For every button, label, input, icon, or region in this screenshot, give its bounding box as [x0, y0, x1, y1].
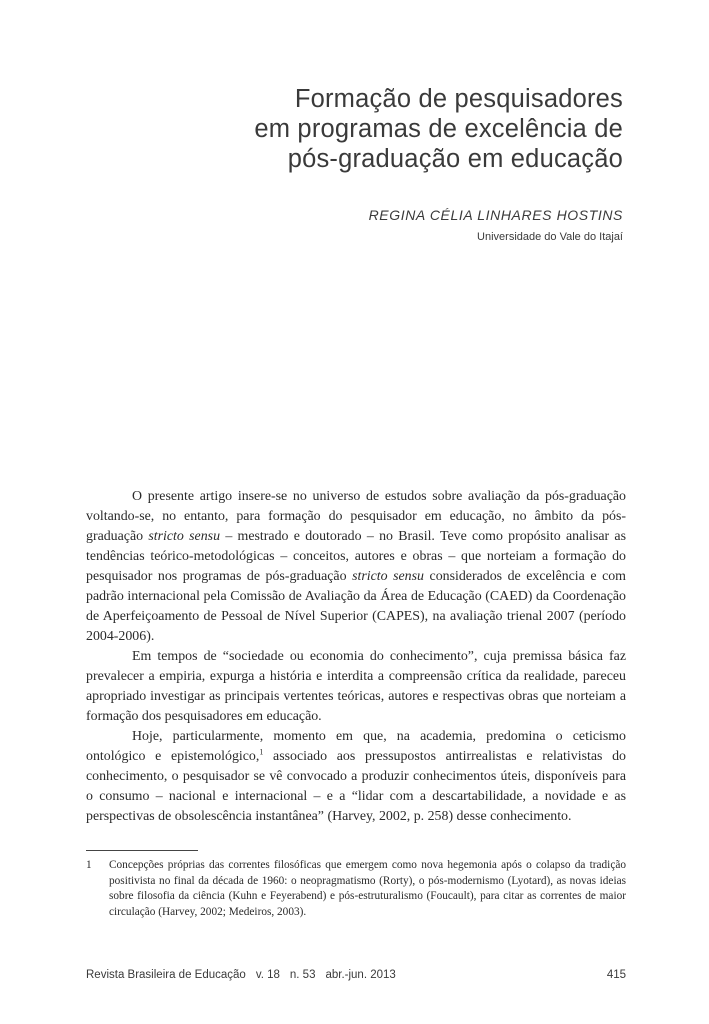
paragraph-2: Em tempos de “sociedade ou economia do conhecimento”, cuja premissa básica faz prevalecer a empiria, expurga a história e interdita a compreensão crítica da realidade, pareceu apropriado investigar as principais vertentes teóricas, autores e respectivas obras que norteiam a formação dos pesquisadores em educação.: [86, 649, 626, 724]
p3-text-a: Hoje, particularmente, momento em que, na academia, predomina o ceticismo ontológico e epistemológico,: [86, 729, 626, 764]
author-name: REGINA CÉLIA LINHARES HOSTINS: [368, 207, 623, 223]
paragraph-1: [86, 487, 626, 647]
journal-name: Revista Brasileira de Educação: [86, 969, 246, 981]
p3-text-b: associado aos pressupostos antirrealistas e relativistas do conhecimento, o pesquisador se vê convocado a produzir conhecimentos úteis, disponíveis para o consumo – nacional e internacional – e a “lidar com a descartabilidade, a novidade e as perspectivas de obsolescência instantânea” (Harvey, 2002, p. 258) desse conhecimento.: [86, 749, 626, 824]
p1-italic-term-1: stricto sensu: [148, 529, 221, 544]
article-title: [254, 84, 623, 174]
footnote: [86, 858, 626, 920]
p1-italic-term-2: stricto sensu: [352, 569, 424, 584]
p1-text-e: considerados de excelência e com padrão internacional pela Comissão de Avaliação da Área de Educação (CAED) da Coordenação de Aperfeiçoamento de Pessoal de Nível Superior (CAPES), na avaliação trienal 2007 (período 2004-2006).: [86, 569, 626, 644]
p1-text-c: – mestrado e doutorado – no Brasil. Teve como propósito analisar as tendências teórico-metodológicas – conceitos, autores e obras – que norteiam a formação do pesquisador nos programas de pós-graduação: [86, 529, 626, 584]
footnote-ref: 1: [259, 747, 264, 757]
paragraph-3: [86, 727, 626, 827]
journal-volume: v. 18: [255, 969, 280, 981]
footnote-number: 1: [86, 859, 92, 871]
author-affiliation: Universidade do Vale do Itajaí: [477, 231, 623, 243]
footnote-divider: [86, 850, 198, 851]
title-line-3: pós-graduação em educação: [287, 145, 623, 173]
article-body: [86, 487, 626, 827]
title-line-2: em programas de excelência de: [254, 115, 623, 143]
page-number: 415: [606, 969, 626, 981]
journal-period: abr.-jun. 2013: [325, 969, 396, 981]
title-line-1: Formação de pesquisadores: [294, 85, 623, 113]
p1-text-a: O presente artigo insere-se no universo de estudos sobre avaliação da pós-graduação voltando-se, no entanto, para formação do pesquisador em educação, no âmbito da pós-graduação: [86, 489, 626, 544]
journal-number: n. 53: [289, 969, 316, 981]
journal-info: [86, 969, 406, 981]
page-footer: [86, 969, 626, 985]
footnote-text: Concepções próprias das correntes filosóficas que emergem como nova hegemonia após o colapso da tradição positivista no final da década de 1960: o neopragmatismo (Rorty), o pós-modernismo (Lyotard), as novas ideias sobre filosofia da ciência (Kuhn e Feyerabend) e pós-estruturalismo (Foucault), para citar as correntes de maior circulação (Harvey, 2002; Medeiros, 2003).: [109, 859, 626, 918]
